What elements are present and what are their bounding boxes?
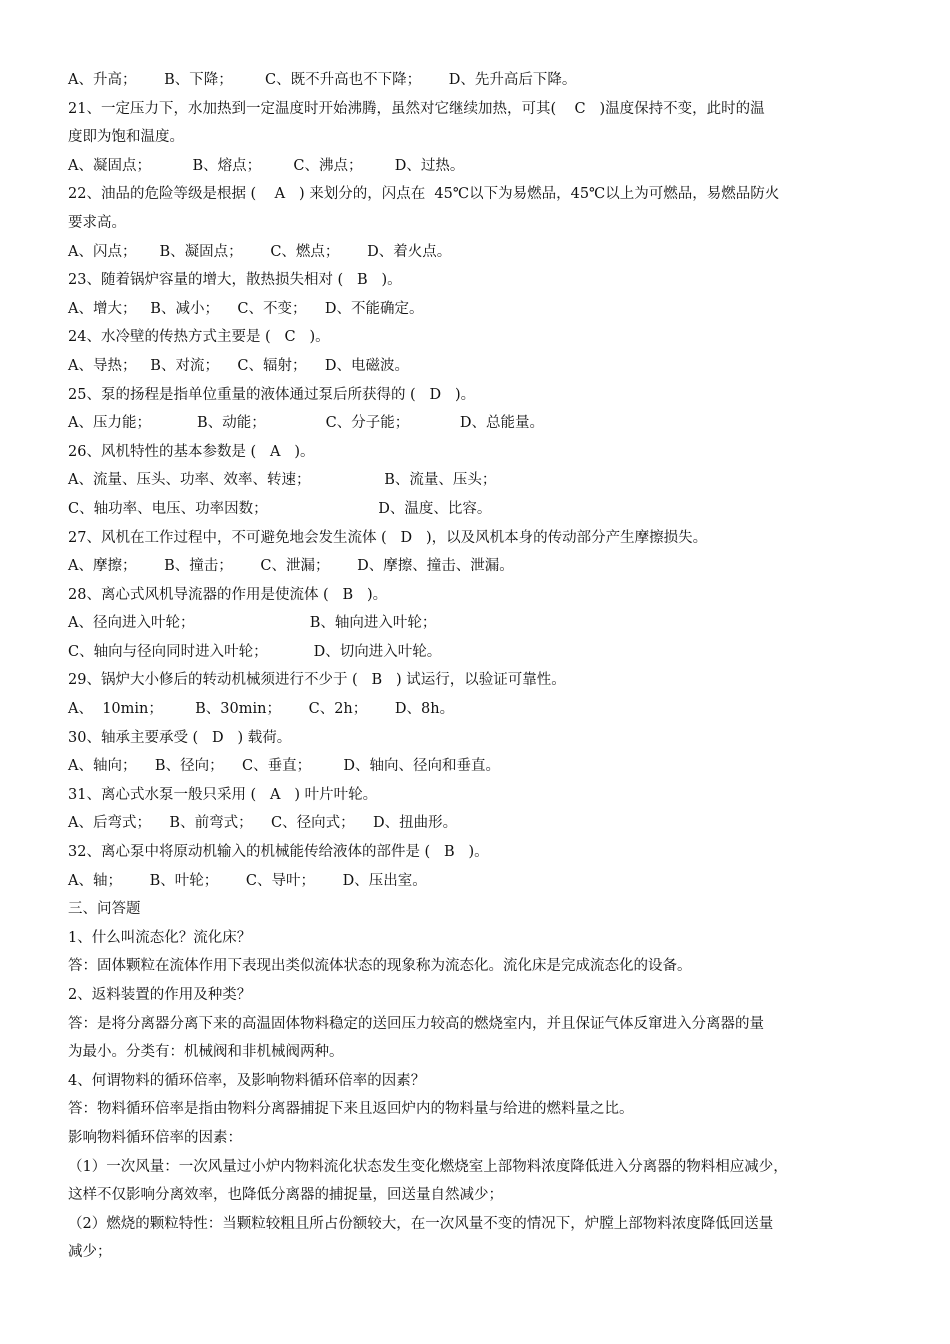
paragraph	[68, 1210, 888, 1267]
text-line: A、流量、压头、功率、效率、转速； B、流量、压头；	[68, 472, 497, 489]
paragraph	[68, 1010, 888, 1067]
text-line: 影响物料循环倍率的因素：	[68, 1129, 242, 1146]
text-line: 答：物料循环倍率是指由物料分离器捕捉下来且返回炉内的物料量与给进的燃料量之比。	[68, 1101, 634, 1118]
text-line: （1）一次风量：一次风量过小炉内物料流化状态发生变化燃烧室上部物料浓度降低进入分离器的物料相应减少，	[68, 1158, 788, 1175]
text-line: 1、什么叫流态化？流化床？	[68, 929, 252, 946]
text-line: A、升高； B、下降； C、既不升高也不下降； D、先升高后下降。	[68, 72, 577, 88]
text-line: 31、离心式水泵一般只采用 ( A ) 叶片叶轮。	[68, 786, 378, 803]
text-line: 4、何谓物料的循环倍率，及影响物料循环倍率的因素？	[68, 1072, 426, 1089]
text-line: A、凝固点； B、熔点； C、沸点； D、过热。	[68, 157, 465, 174]
text-line: 30、轴承主要承受 ( D ) 载荷。	[68, 729, 292, 746]
text-line: A、轴； B、叶轮； C、导叶； D、压出室。	[68, 872, 427, 889]
text-line: 要求高。	[68, 214, 126, 231]
text-line: 24、水冷壁的传热方式主要是 ( C )。	[68, 329, 330, 346]
text-line: A、后弯式； B、前弯式； C、径向式； D、扭曲形。	[68, 815, 458, 832]
text-line: A、压力能； B、动能； C、分子能； D、总能量。	[68, 415, 545, 432]
paragraph	[68, 95, 888, 152]
text-line: 28、离心式风机导流器的作用是使流体 ( B )。	[68, 586, 388, 603]
text-line: 为最小。分类有：机械阀和非机械阀两种。	[68, 1044, 344, 1061]
text-line: 答：是将分离器分离下来的高温固体物料稳定的送回压力较高的燃烧室内，并且保证气体反窜进入分离器的量	[68, 1015, 764, 1032]
text-line: 29、锅炉大小修后的转动机械须进行不少于 ( B ) 试运行，以验证可靠性。	[68, 672, 566, 689]
text-line: 22、油品的危险等级是根据 ( A ) 来划分的，闪点在 45℃以下为易燃品，45℃以上为可燃品，易燃品防火	[68, 186, 780, 203]
text-line: 2、返料装置的作用及种类？	[68, 987, 252, 1003]
text-line: A、 10min； B、30min； C、2h； D、8h。	[68, 701, 455, 718]
paragraph	[68, 180, 888, 237]
text-line: 度即为饱和温度。	[68, 129, 184, 146]
text-line: 这样不仅影响分离效率，也降低分离器的捕捉量，回送量自然减少；	[68, 1187, 503, 1204]
text-line: A、径向进入叶轮； B、轴向进入叶轮；	[68, 615, 437, 632]
text-line: 答：固体颗粒在流体作用下表现出类似流体状态的现象称为流态化。流化床是完成流态化的设备。	[68, 958, 692, 975]
text-line: A、增大； B、减小； C、不变； D、不能确定。	[68, 300, 424, 317]
document-page	[68, 66, 888, 1267]
text-line: 32、离心泵中将原动机输入的机械能传给液体的部件是 ( B )。	[68, 844, 489, 861]
text-line: A、闪点； B、凝固点； C、燃点； D、着火点。	[68, 243, 452, 260]
text-line: C、轴功率、电压、功率因数； D、温度、比容。	[68, 500, 492, 517]
text-line: C、轴向与径向同时进入叶轮； D、切向进入叶轮。	[68, 643, 442, 660]
text-line: 25、泵的扬程是指单位重量的液体通过泵后所获得的 ( D )。	[68, 386, 476, 403]
text-line: A、摩擦； B、撞击； C、泄漏； D、摩擦、撞击、泄漏。	[68, 558, 514, 575]
text-line: A、导热； B、对流； C、辐射； D、电磁波。	[68, 357, 410, 374]
paragraph	[68, 1153, 888, 1210]
text-line: 三、问答题	[68, 901, 141, 918]
text-line: 26、风机特性的基本参数是 ( A )。	[68, 443, 315, 460]
text-line: （2）燃烧的颗粒特性：当颗粒较粗且所占份额较大，在一次风量不变的情况下，炉膛上部物料浓度降低回送量	[68, 1215, 774, 1232]
text-line: 23、随着锅炉容量的增大，散热损失相对 ( B )。	[68, 272, 402, 289]
text-line: 21、一定压力下，水加热到一定温度时开始沸腾，虽然对它继续加热，可其( C )温度保持不变，此时的温	[68, 100, 765, 117]
text-line: 27、风机在工作过程中，不可避免地会发生流体 ( D )，以及风机本身的传动部分产生摩擦损失。	[68, 529, 708, 546]
text-line: 减少；	[68, 1244, 112, 1261]
text-line: A、轴向； B、径向； C、垂直； D、轴向、径向和垂直。	[68, 758, 500, 775]
